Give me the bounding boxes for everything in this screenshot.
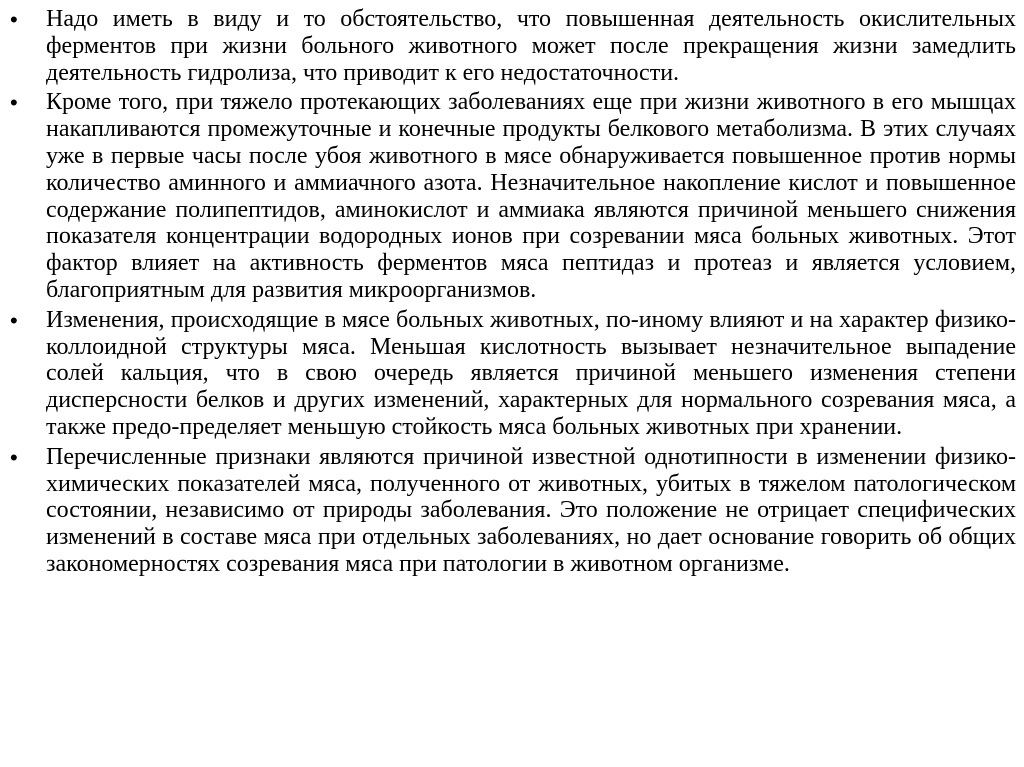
bullet-icon: •	[10, 307, 18, 333]
bullet-icon: •	[10, 7, 18, 32]
bullet-item-1	[10, 6, 1016, 86]
bullet-item-3	[10, 307, 1016, 441]
paragraph-3: Изменения, происходящие в мясе больных животных, по-иному влияют и на характер физико-коллоидной структуры мяса. Меньшая кислотность вызывает незначительное выпадение солей кальция, что в свою очередь является причиной меньшего изменения степени дисперсности белков и других изменений, характерных для нормального созревания мяса, а также предо-пределяет меньшую стойкость мяса больных животных при хранении.	[46, 306, 1016, 440]
bullet-icon: •	[10, 90, 18, 116]
bullet-list	[10, 6, 1016, 581]
paragraph-2: Кроме того, при тяжело протекающих заболеваниях еще при жизни животного в его мышцах накапливаются промежуточные и конечные продукты белкового метаболизма. В этих случаях уже в первые часы после убоя животного в мясе обнаруживается повышенное против нормы количество аминного и аммиачного азота. Незначительное накопление кислот и повышенное содержание полипептидов, аминокислот и аммиака являются причиной меньшего снижения показателя концентрации водородных ионов при созревании мяса больных животных. Этот фактор влияет на активность ферментов мяса пептидаз и протеаз и является условием, благоприятным для развития микроорганизмов.	[46, 89, 1016, 303]
paragraph-1: Надо иметь в виду и то обстоятельство, что повышенная деятельность окислительных ферментов при жизни больного животного может после прекращения жизни замедлить деятельность гидролиза, что приводит к его недостаточности.	[46, 6, 1016, 86]
paragraph-4: Перечисленные признаки являются причиной известной однотипности в изменении физико-химических показателей мяса, полученного от животных, убитых в тяжелом патологическом состоянии, независимо от природы заболевания. Это положение не отрицает специфических изменений в составе мяса при отдельных заболеваниях, но дает основание говорить об общих закономерностях созревания мяса при патологии в животном организме.	[46, 443, 1016, 577]
bullet-icon: •	[10, 444, 18, 470]
bullet-item-4	[10, 444, 1016, 578]
bullet-item-2	[10, 89, 1016, 303]
